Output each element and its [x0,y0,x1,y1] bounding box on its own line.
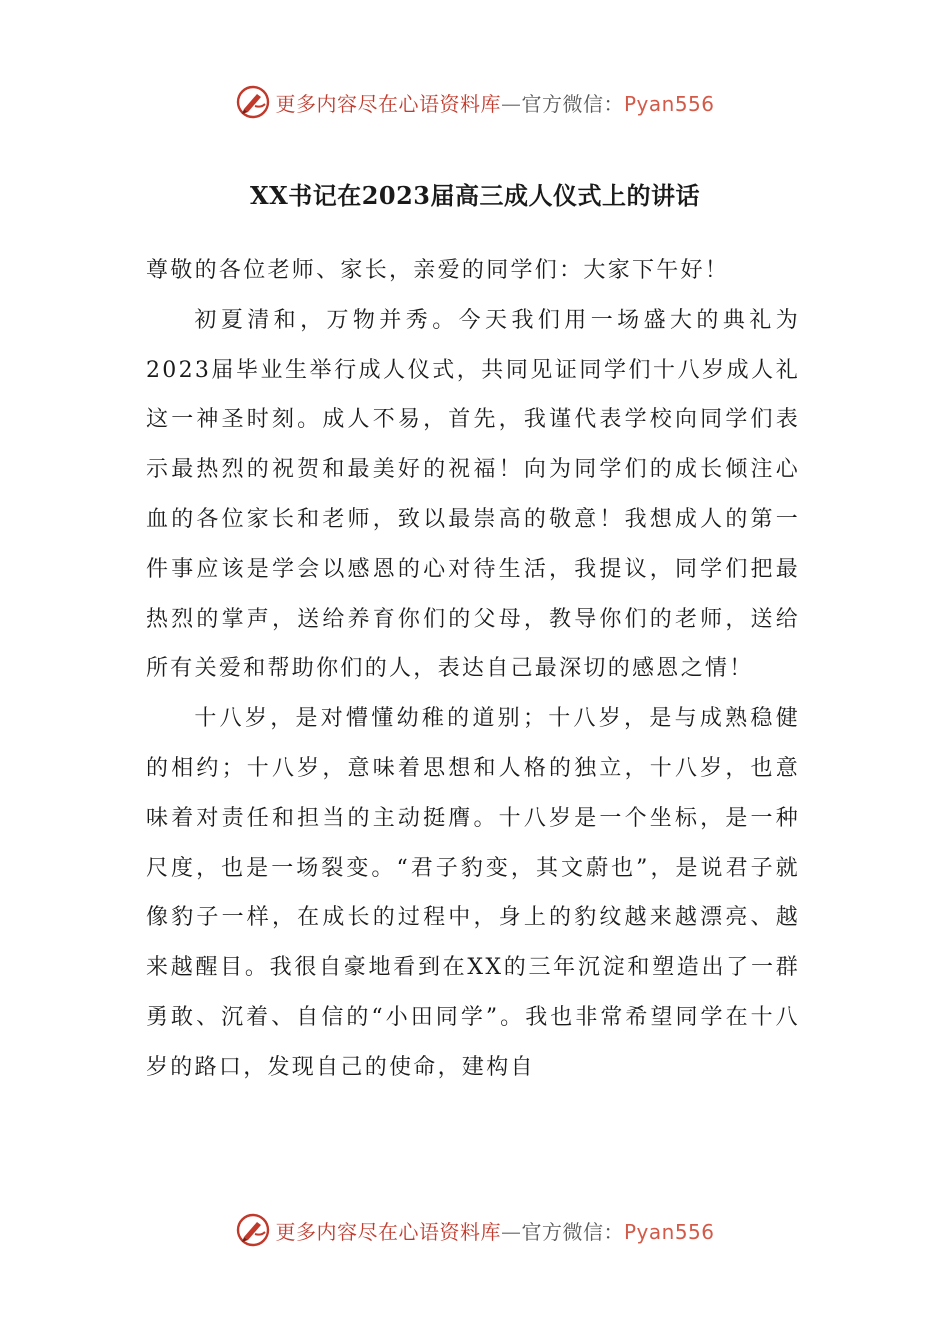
header-banner [0,80,950,124]
banner-wechat-label: 官方微信： [521,1219,624,1244]
banner-brand: 更多内容尽在心语资料库 [275,1219,501,1244]
paragraph-1: 初夏清和，万物并秀。今天我们用一场盛大的典礼为2023届毕业生举行成人仪式，共同见证同学们十八岁成人礼这一神圣时刻。成人不易，首先，我谨代表学校向同学们表示最热烈的祝贺和最美好的祝福！向为同学们的成长倾注心血的各位家长和老师，致以最崇高的敬意！我想成人的第一件事应该是学会以感恩的心对待生活，我提议，同学们把最热烈的掌声，送给养育你们的父母，教导你们的老师，送给所有关爱和帮助你们的人，表达自己最深切的感恩之情！ [146,307,800,682]
document-title: XX书记在2023届高三成人仪式上的讲话 [249,181,701,210]
pen-logo-icon [235,84,271,120]
salutation: 尊敬的各位老师、家长，亲爱的同学们：大家下午好！ [146,258,730,283]
banner-dash: — [500,91,522,116]
paragraph-2: 十八岁，是对懵懂幼稚的道别；十八岁，是与成熟稳健的相约；十八岁，意味着思想和人格的独立，十八岁，也意味着对责任和担当的主动挺膺。十八岁是一个坐标，是一种尺度，也是一场裂变。“君子豹变，其文蔚也”，是说君子就像豹子一样，在成长的过程中，身上的豹纹越来越漂亮、越来越醒目。我很自豪地看到在XX的三年沉淀和塑造出了一群勇敢、沉着、自信的“小田同学”。我也非常希望同学在十八岁的路口，发现自己的使命，建构自 [146,706,800,1080]
banner-wechat-id: Pyan556 [623,1219,715,1244]
banner-brand: 更多内容尽在心语资料库 [275,91,501,116]
banner-wechat-id: Pyan556 [623,91,715,116]
footer-banner-text [275,1216,714,1245]
banner-dash: — [500,1219,522,1244]
footer-banner [0,1208,950,1252]
banner-wechat-label: 官方微信： [521,91,624,116]
document-body [146,246,800,1093]
pen-logo-icon [235,1212,271,1248]
header-banner-text [275,88,714,117]
